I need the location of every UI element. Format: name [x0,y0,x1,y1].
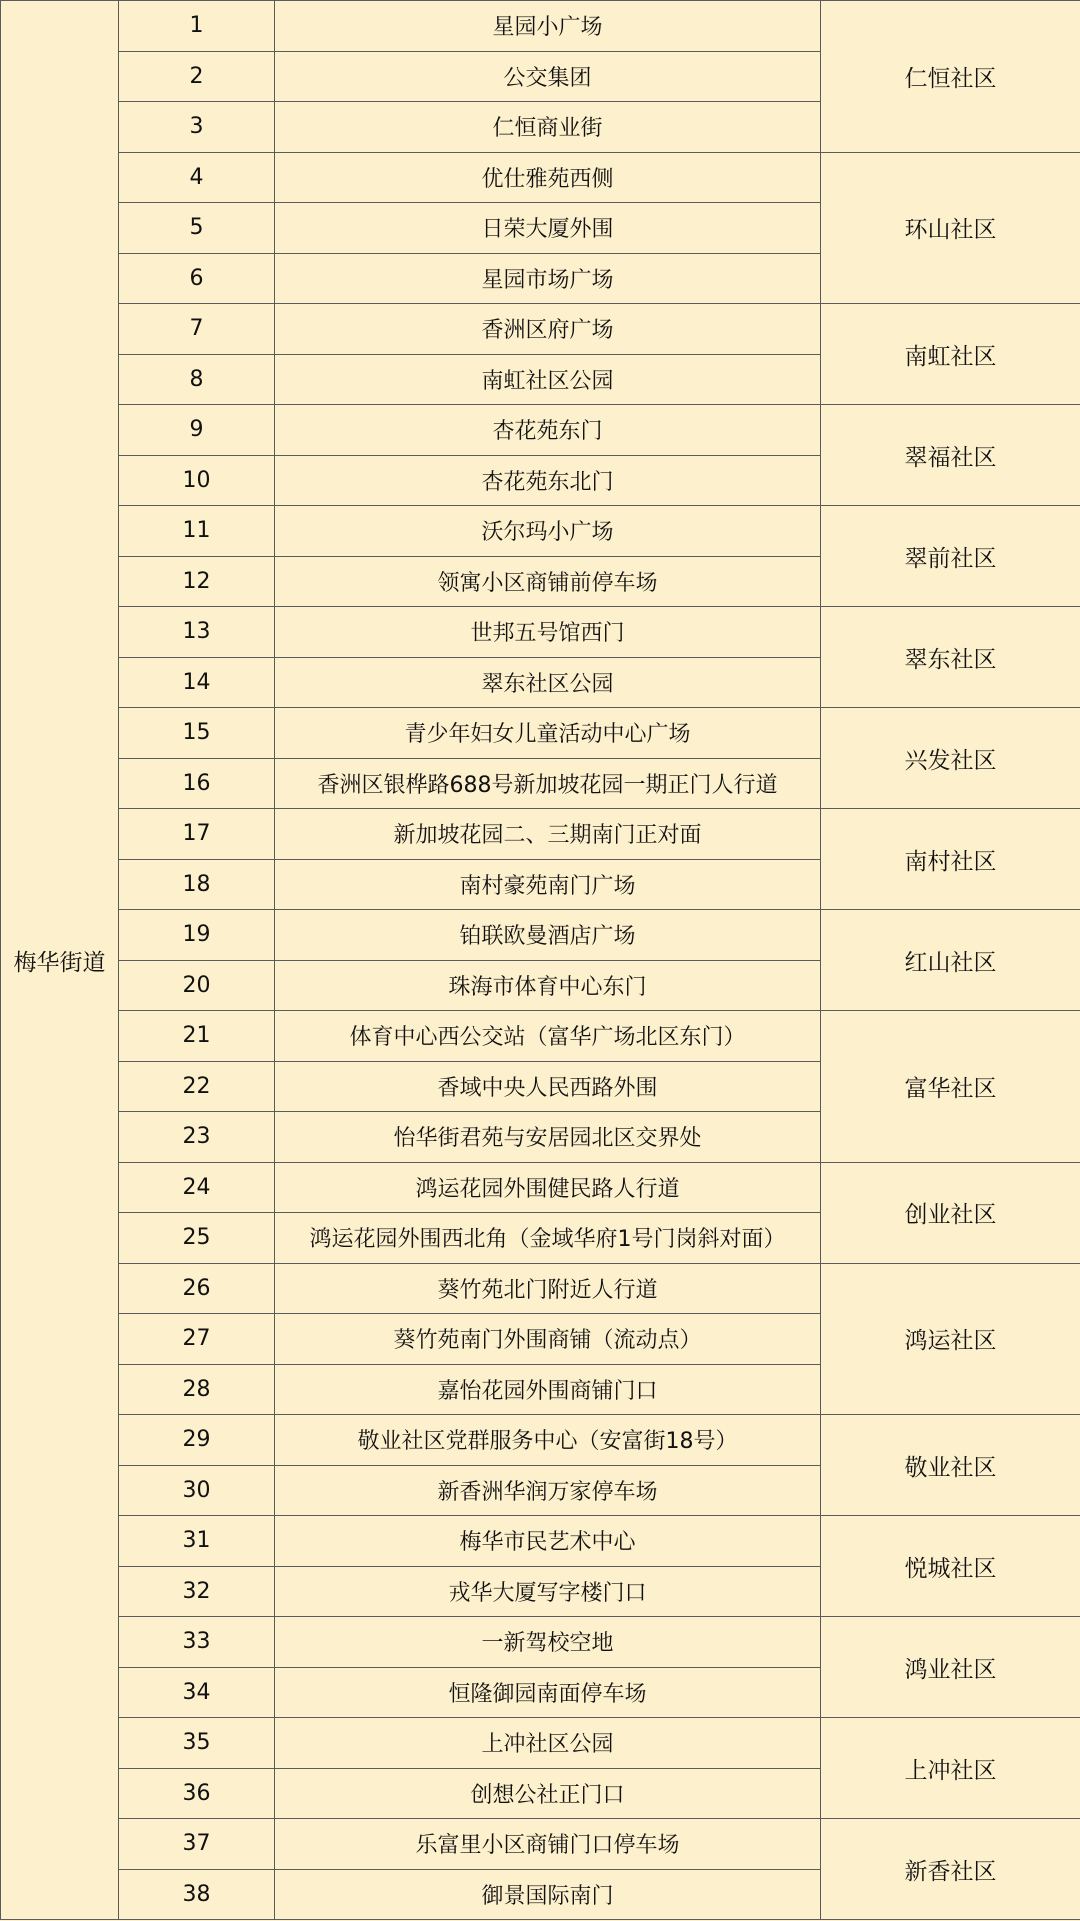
site-location-cell: 南虹社区公园 [275,354,821,405]
site-location-cell: 铂联欧曼酒店广场 [275,910,821,961]
site-location-cell: 珠海市体育中心东门 [275,960,821,1011]
community-cell: 富华社区 [821,1011,1080,1163]
site-location-cell: 创想公社正门口 [275,1768,821,1819]
table-row [1,1819,1080,1870]
row-number-cell: 13 [119,607,275,658]
community-cell: 兴发社区 [821,708,1080,809]
table-row [1,809,1080,860]
community-cell: 环山社区 [821,152,1080,304]
row-number-cell: 36 [119,1768,275,1819]
site-location-cell: 鸿运花园外围西北角（金域华府1号门岗斜对面） [275,1213,821,1264]
row-number-cell: 12 [119,556,275,607]
row-number-cell: 32 [119,1566,275,1617]
site-location-cell: 体育中心西公交站（富华广场北区东门） [275,1011,821,1062]
table-row [1,1415,1080,1466]
row-number-cell: 18 [119,859,275,910]
site-location-cell: 日荣大厦外围 [275,203,821,254]
site-location-cell: 香域中央人民西路外围 [275,1061,821,1112]
community-cell: 悦城社区 [821,1516,1080,1617]
table-row [1,405,1080,456]
site-location-cell: 新香洲华润万家停车场 [275,1465,821,1516]
table-row [1,1718,1080,1769]
row-number-cell: 17 [119,809,275,860]
site-location-cell: 仁恒商业街 [275,102,821,153]
site-location-cell: 梅华市民艺术中心 [275,1516,821,1567]
table-row [1,506,1080,557]
site-location-cell: 世邦五号馆西门 [275,607,821,658]
row-number-cell: 24 [119,1162,275,1213]
community-cell: 南村社区 [821,809,1080,910]
site-location-cell: 星园市场广场 [275,253,821,304]
table-row [1,152,1080,203]
table-row [1,1162,1080,1213]
site-location-cell: 戎华大厦写字楼门口 [275,1566,821,1617]
site-location-cell: 香洲区府广场 [275,304,821,355]
site-location-cell: 御景国际南门 [275,1869,821,1920]
row-number-cell: 14 [119,657,275,708]
table-row [1,1516,1080,1567]
row-number-cell: 3 [119,102,275,153]
site-location-cell: 青少年妇女儿童活动中心广场 [275,708,821,759]
site-location-cell: 鸿运花园外围健民路人行道 [275,1162,821,1213]
site-location-cell: 领寓小区商铺前停车场 [275,556,821,607]
sites-table-body [1,1,1080,1920]
community-cell: 鸿业社区 [821,1617,1080,1718]
table-row [1,304,1080,355]
community-cell: 仁恒社区 [821,1,1080,153]
row-number-cell: 20 [119,960,275,1011]
row-number-cell: 38 [119,1869,275,1920]
row-number-cell: 6 [119,253,275,304]
row-number-cell: 33 [119,1617,275,1668]
table-row [1,910,1080,961]
row-number-cell: 1 [119,1,275,52]
community-cell: 翠前社区 [821,506,1080,607]
community-cell: 新香社区 [821,1819,1080,1920]
site-location-cell: 星园小广场 [275,1,821,52]
site-location-cell: 上冲社区公园 [275,1718,821,1769]
site-location-cell: 乐富里小区商铺门口停车场 [275,1819,821,1870]
row-number-cell: 7 [119,304,275,355]
row-number-cell: 21 [119,1011,275,1062]
site-location-cell: 一新驾校空地 [275,1617,821,1668]
row-number-cell: 11 [119,506,275,557]
site-location-cell: 杏花苑东门 [275,405,821,456]
row-number-cell: 34 [119,1667,275,1718]
row-number-cell: 2 [119,51,275,102]
community-cell: 敬业社区 [821,1415,1080,1516]
table-row [1,1011,1080,1062]
site-location-cell: 公交集团 [275,51,821,102]
site-location-cell: 南村豪苑南门广场 [275,859,821,910]
community-cell: 鸿运社区 [821,1263,1080,1415]
row-number-cell: 16 [119,758,275,809]
site-location-cell: 怡华街君苑与安居园北区交界处 [275,1112,821,1163]
site-location-cell: 沃尔玛小广场 [275,506,821,557]
row-number-cell: 4 [119,152,275,203]
row-number-cell: 9 [119,405,275,456]
row-number-cell: 30 [119,1465,275,1516]
table-row [1,1263,1080,1314]
community-cell: 创业社区 [821,1162,1080,1263]
row-number-cell: 27 [119,1314,275,1365]
table-row [1,1,1080,52]
street-name-cell: 梅华街道 [1,1,119,1920]
row-number-cell: 25 [119,1213,275,1264]
table-row [1,1617,1080,1668]
site-location-cell: 翠东社区公园 [275,657,821,708]
site-location-cell: 香洲区银桦路688号新加坡花园一期正门人行道 [275,758,821,809]
row-number-cell: 15 [119,708,275,759]
site-location-cell: 优仕雅苑西侧 [275,152,821,203]
row-number-cell: 5 [119,203,275,254]
row-number-cell: 31 [119,1516,275,1567]
row-number-cell: 8 [119,354,275,405]
row-number-cell: 26 [119,1263,275,1314]
site-location-cell: 新加坡花园二、三期南门正对面 [275,809,821,860]
row-number-cell: 10 [119,455,275,506]
community-cell: 翠东社区 [821,607,1080,708]
row-number-cell: 28 [119,1364,275,1415]
community-cell: 南虹社区 [821,304,1080,405]
row-number-cell: 35 [119,1718,275,1769]
table-row [1,607,1080,658]
site-location-cell: 恒隆御园南面停车场 [275,1667,821,1718]
table-row [1,708,1080,759]
row-number-cell: 23 [119,1112,275,1163]
community-cell: 翠福社区 [821,405,1080,506]
row-number-cell: 29 [119,1415,275,1466]
site-location-cell: 杏花苑东北门 [275,455,821,506]
site-location-cell: 葵竹苑南门外围商铺（流动点） [275,1314,821,1365]
row-number-cell: 19 [119,910,275,961]
site-location-cell: 嘉怡花园外围商铺门口 [275,1364,821,1415]
community-cell: 红山社区 [821,910,1080,1011]
site-location-cell: 葵竹苑北门附近人行道 [275,1263,821,1314]
site-location-cell: 敬业社区党群服务中心（安富街18号） [275,1415,821,1466]
row-number-cell: 37 [119,1819,275,1870]
community-cell: 上冲社区 [821,1718,1080,1819]
row-number-cell: 22 [119,1061,275,1112]
